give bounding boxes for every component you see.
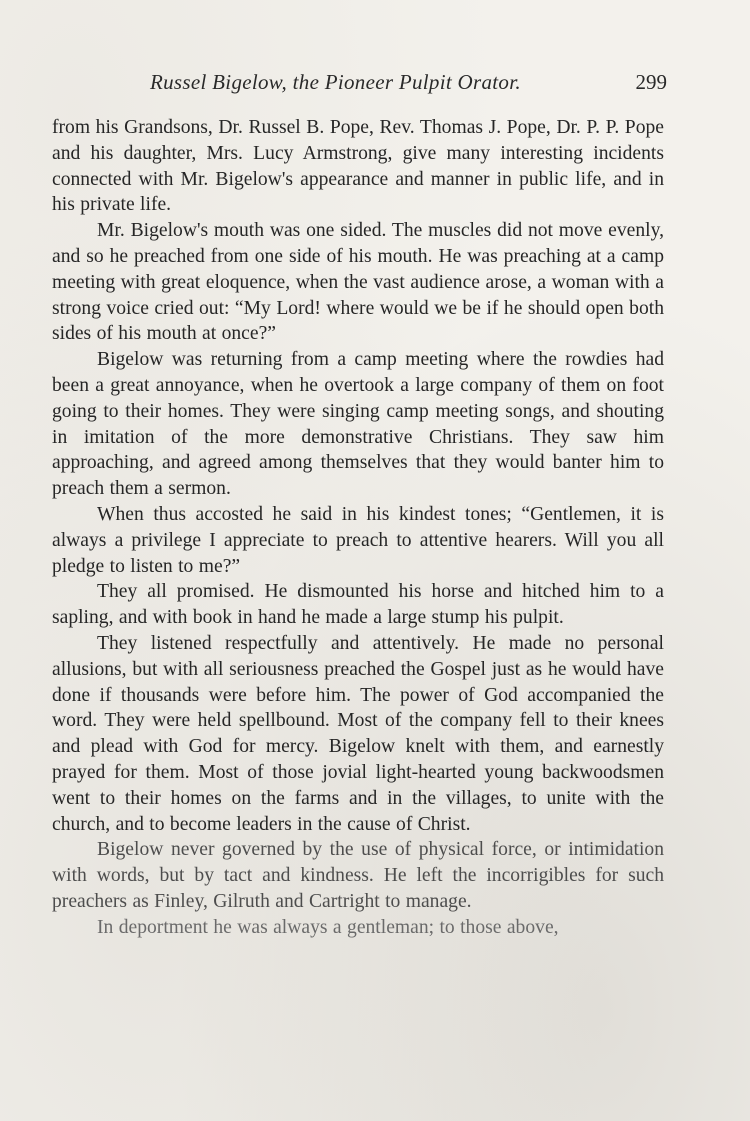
paragraph-mouth-anecdote: Mr. Bigelow's mouth was one sided. The muscles did not move evenly, and so he preached from one side of his mouth. He was preaching at a camp meeting with great eloquence, when the vast audience arose, a woman with a strong voice cried out: “My Lord! where would we be if he should open both sides of his mouth at once?”	[52, 220, 664, 345]
body-text	[52, 115, 664, 941]
page-number: 299	[635, 70, 667, 94]
page-header	[150, 70, 670, 98]
paragraph-continued: from his Grandsons, Dr. Russel B. Pope, Rev. Thomas J. Pope, Dr. P. P. Pope and his daughter, Mrs. Lucy Armstrong, give many interesting incidents connected with Mr. Bigelow's appearance and manner in public life, and in his private life.	[52, 117, 664, 216]
paragraph-accosted: When thus accosted he said in his kindest tones; “Gentlemen, it is always a privilege I appreciate to preach to attentive hearers. Will you all pledge to listen to me?”	[52, 503, 664, 577]
paragraph-promised: They all promised. He dismounted his horse and hitched him to a sapling, and with book in hand he made a large stump his pulpit.	[52, 581, 664, 629]
paragraph-rowdies: Bigelow was returning from a camp meeting where the rowdies had been a great annoyance, when he overtook a large company of them on foot going to their homes. They were singing camp meeting songs, and shouting in imitation of the more demonstrative Christians. They saw him approaching, and agreed among themselves that they would banter him to preach them a sermon.	[52, 349, 664, 500]
paragraph-deportment: In deportment he was always a gentleman; to those above,	[97, 916, 559, 938]
running-title: Russel Bigelow, the Pioneer Pulpit Orator.	[150, 70, 521, 94]
paragraph-listened: They listened respectfully and attentively. He made no personal allusions, but with all seriousness preached the Gospel just as he would have done if thousands were before him. The power of God accompanied the word. They were held spellbound. Most of the company fell to their knees and plead with God for mercy. Bigelow knelt with them, and earnestly prayed for them. Most of those jovial light-hearted young backwoodsmen went to their homes on the farms and in the villages, to unite with the church, and to become leaders in the cause of Christ.	[52, 632, 664, 835]
paragraph-governed: Bigelow never governed by the use of physical force, or intimidation with words, but by tact and kindness. He left the incorrigibles for such preachers as Finley, Gilruth and Cartright to manage.	[52, 839, 664, 912]
